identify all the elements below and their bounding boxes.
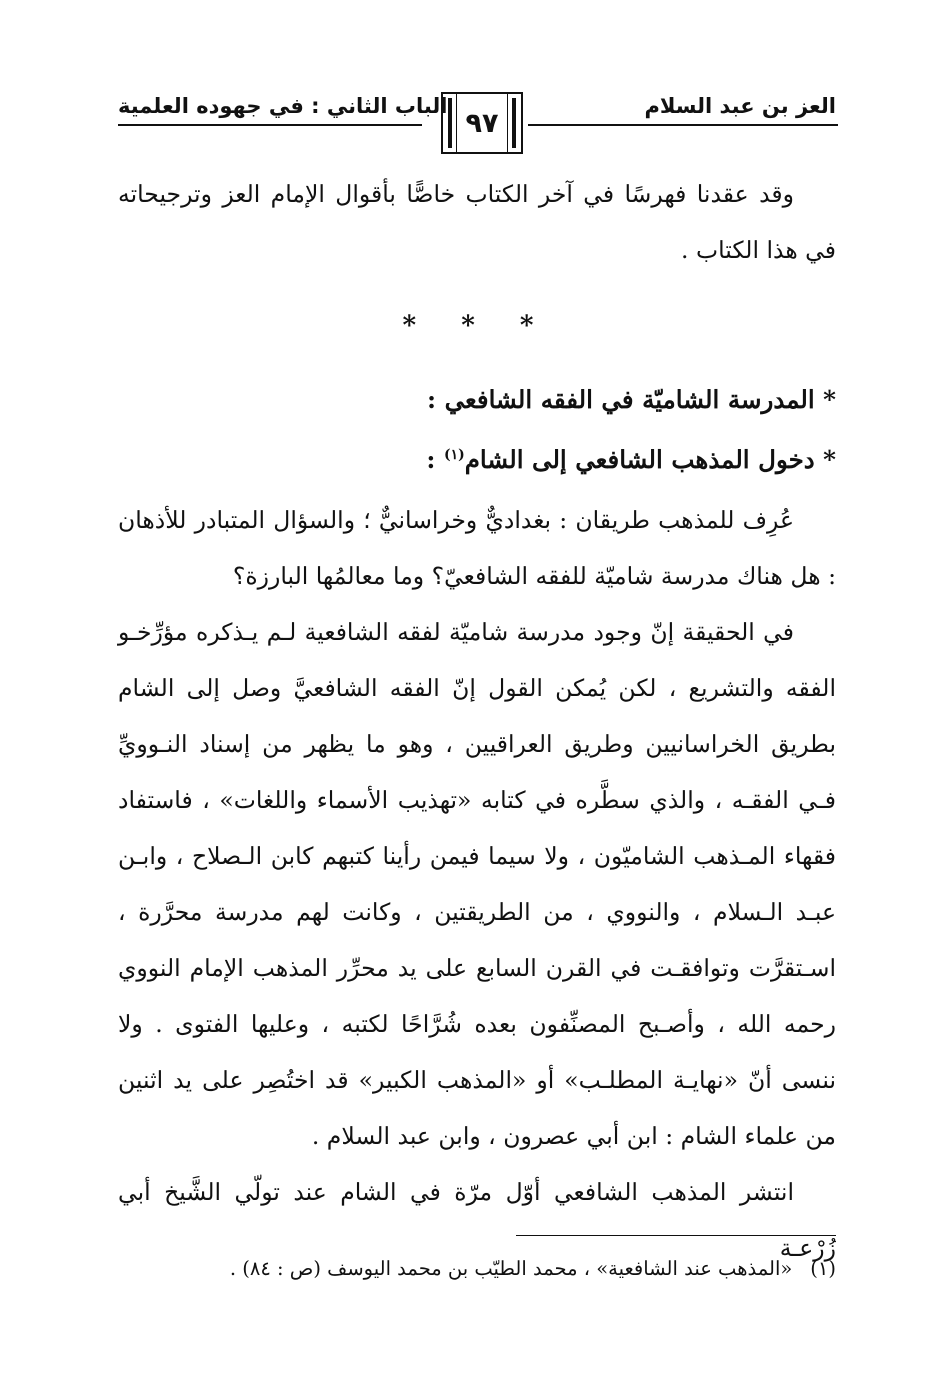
footnote-marker: (١)	[810, 1257, 836, 1280]
header-rule-right	[528, 124, 838, 126]
footnote-rule	[516, 1235, 836, 1236]
main-text	[118, 166, 836, 1276]
intro-paragraph: وقد عقدنا فهرسًا في آخر الكتاب خاصًّا بأقوال الإمام العز وترجيحاته في هذا الكتاب .	[118, 180, 836, 264]
page-number: ٩٧	[465, 108, 499, 139]
header-rule-left	[118, 124, 422, 126]
subsection-heading-colon: :	[426, 445, 444, 474]
paragraph-2: في الحقيقة إنّ وجود مدرسة شاميّة لفقه الشافعية لـم يـذكره مؤرِّخـو الفقه والتشريع ، لكن يُمكن القول إنّ الفقه الشافعيَّ وصل إلى الشام بطريق الخراسانيين وطريق العراقيين ، وهو ما يظهر من إسناد النـوويِّ فـي الفقـه ، والذي سطَّره في كتابه «تهذيب الأسماء واللغات» ، فاستفاد فقهاء المـذهب الشاميّون ، ولا سيما فيمن رأينا كتبهم كابن الـصلاح ، وابـن عبـد الـسلام ، والنووي ، من الطريقتين ، وكانت لهم مدرسة محرَّرة ، اسـتقرَّت وتوافقـت في القرن السابع على يد محرِّر المذهب الإمام النووي رحمه الله ، وأصـبح المصنِّفون بعده شُرَّاحًا لكتبه ، وعليها الفتوى . ولا ننسى أنّ «نهايـة المطلـب» أو «المذهب الكبير» قد اختُصِر على يد اثنين من علماء الشام : ابن أبي عصرون ، وابن عبد السلام .	[118, 618, 836, 1150]
book-title: العز بن عبد السلام	[644, 94, 836, 118]
footnote-text: «المذهب عند الشافعية» ، محمد الطيّب بن محمد اليوسف (ص : ٨٤) .	[229, 1257, 793, 1280]
footnote-reference[interactable]: (١)	[443, 446, 465, 463]
paragraph-3: انتشر المذهب الشافعي أوّل مرّة في الشام عند تولّي الشَّيخ أبي زُرْعـة	[118, 1178, 836, 1262]
section-separator: * * *	[402, 311, 552, 341]
chapter-title: الباب الثاني : في جهوده العلمية	[118, 94, 448, 118]
section-heading: * المدرسة الشاميّة في الفقه الشافعي :	[427, 385, 836, 414]
subsection-heading	[118, 432, 836, 488]
page-header	[0, 0, 948, 160]
subsection-heading-text: * دخول المذهب الشافعي إلى الشام	[464, 445, 836, 474]
paragraph-1: عُرِف للمذهب طريقان : بغداديٌّ وخراسانيٌّ ؛ والسؤال المتبادر للأذهان : هل هناك مدرسة شاميّة للفقه الشافعيّ؟ وما معالمُها البارزة؟	[118, 506, 836, 590]
footnote	[118, 1252, 836, 1286]
page-number-frame	[441, 92, 523, 154]
